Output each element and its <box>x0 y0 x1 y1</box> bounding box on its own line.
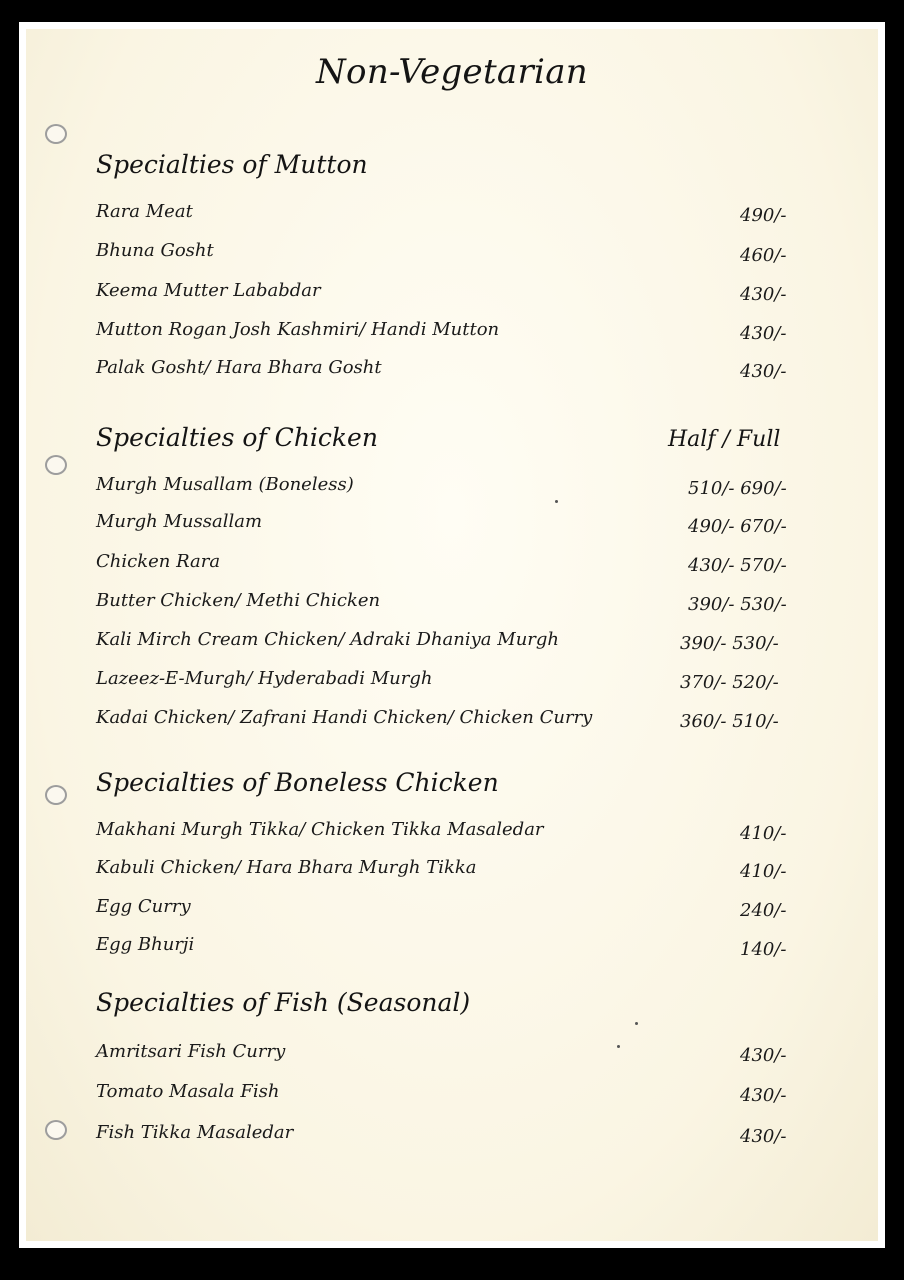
section-heading-chicken: Specialties of Chicken <box>96 423 378 452</box>
menu-item-name: Kabuli Chicken/ Hara Bhara Murgh Tikka <box>96 857 477 878</box>
binder-hole-icon <box>45 124 67 144</box>
section-heading-fish: Specialties of Fish (Seasonal) <box>96 988 471 1017</box>
menu-item-price: 490/- 670/- <box>688 516 787 537</box>
menu-item-name: Egg Bhurji <box>96 934 195 955</box>
half-full-price-header: Half / Full <box>668 427 781 452</box>
menu-item-price: 490/- <box>740 205 787 226</box>
menu-item-name: Makhani Murgh Tikka/ Chicken Tikka Masaledar <box>96 819 544 840</box>
section-heading-boneless-chicken: Specialties of Boneless Chicken <box>96 768 499 797</box>
menu-item-name: Keema Mutter Lababdar <box>96 280 321 301</box>
menu-item-price: 430/- <box>740 1085 787 1106</box>
menu-item-name: Tomato Masala Fish <box>96 1081 280 1102</box>
menu-item-name: Lazeez-E-Murgh/ Hyderabadi Murgh <box>96 668 433 689</box>
menu-item-name: Kali Mirch Cream Chicken/ Adraki Dhaniya Murgh <box>96 629 560 650</box>
menu-item-price: 410/- <box>740 861 787 882</box>
menu-item-price: 430/- <box>740 1126 787 1147</box>
menu-item-name: Palak Gosht/ Hara Bhara Gosht <box>96 357 382 378</box>
section-heading-mutton: Specialties of Mutton <box>96 150 368 179</box>
page-title: Non-Vegetarian <box>316 52 588 92</box>
binder-hole-icon <box>45 1120 67 1140</box>
menu-item-price: 460/- <box>740 245 787 266</box>
menu-item-name: Rara Meat <box>96 201 193 222</box>
menu-item-name: Chicken Rara <box>96 551 221 572</box>
menu-item-price: 430/- <box>740 361 787 382</box>
binder-hole-icon <box>45 455 67 475</box>
menu-item-price: 430/- <box>740 284 787 305</box>
menu-item-name: Murgh Musallam (Boneless) <box>96 474 354 495</box>
menu-item-price: 430/- <box>740 1045 787 1066</box>
menu-item-name: Fish Tikka Masaledar <box>96 1122 294 1143</box>
menu-item-price: 360/- 510/- <box>680 711 779 732</box>
menu-item-price: 240/- <box>740 900 787 921</box>
paper-speck <box>555 500 558 503</box>
menu-item-price: 390/- 530/- <box>688 594 787 615</box>
menu-item-price: 430/- 570/- <box>688 555 787 576</box>
menu-item-price: 510/- 690/- <box>688 478 787 499</box>
menu-item-name: Butter Chicken/ Methi Chicken <box>96 590 381 611</box>
menu-item-name: Kadai Chicken/ Zafrani Handi Chicken/ Chicken Curry <box>96 707 593 728</box>
menu-item-name: Amritsari Fish Curry <box>96 1041 286 1062</box>
binder-hole-icon <box>45 785 67 805</box>
menu-item-price: 370/- 520/- <box>680 672 779 693</box>
menu-item-price: 140/- <box>740 939 787 960</box>
menu-item-price: 410/- <box>740 823 787 844</box>
menu-item-price: 390/- 530/- <box>680 633 779 654</box>
paper-speck <box>635 1022 638 1025</box>
menu-item-name: Murgh Mussallam <box>96 511 263 532</box>
paper-speck <box>617 1045 620 1048</box>
menu-item-name: Mutton Rogan Josh Kashmiri/ Handi Mutton <box>96 319 500 340</box>
menu-item-name: Egg Curry <box>96 896 191 917</box>
menu-item-name: Bhuna Gosht <box>96 240 214 261</box>
menu-item-price: 430/- <box>740 323 787 344</box>
